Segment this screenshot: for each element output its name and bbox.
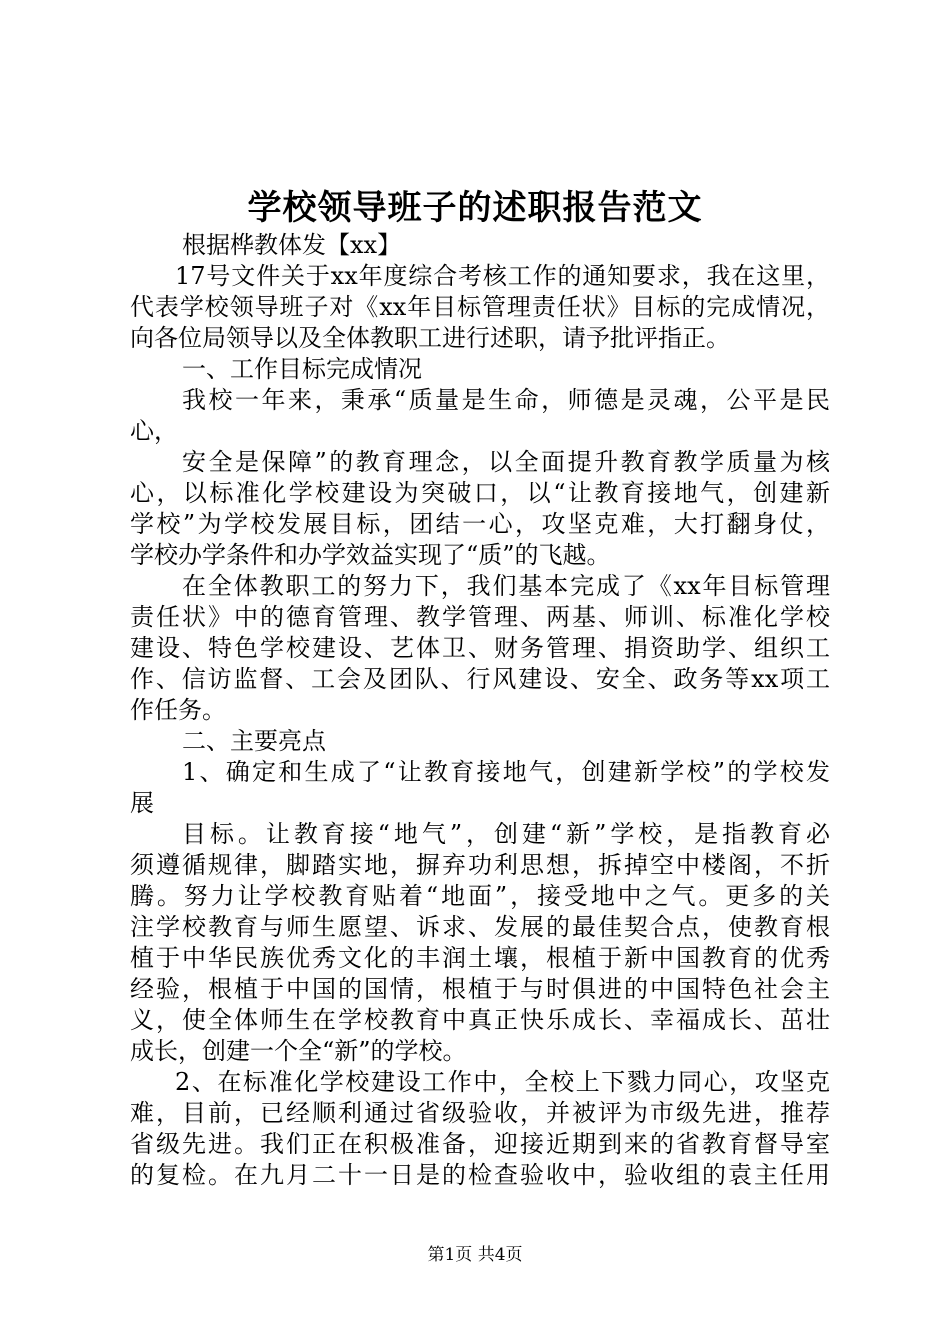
paragraph-line: 目标。让教育接“地气”，创建“新”学校，是指教育必 <box>182 820 830 848</box>
paragraph-line: 腾。努力让学校教育贴着“地面”，接受地中之气。更多的关 <box>130 882 830 910</box>
paragraph-line: 1、确定和生成了“让教育接地气，创建新学校”的学校发 <box>182 758 830 786</box>
paragraph-line: 在全体教职工的努力下，我们基本完成了《xx年目标管理 <box>182 572 830 600</box>
page-footer: 第1页 共4页 <box>427 1245 523 1265</box>
paragraph-line: 学校办学条件和办学效益实现了“质”的飞越。 <box>130 541 611 569</box>
paragraph-line: 的复检。在九月二十一日是的检查验收中，验收组的袁主任用 <box>130 1161 830 1189</box>
section-heading: 二、主要亮点 <box>182 727 326 755</box>
paragraph-line: 责任状》中的德育管理、教学管理、两基、师训、标准化学校 <box>130 603 830 631</box>
paragraph-line: 17号文件关于xx年度综合考核工作的通知要求，我在这里， <box>175 262 830 290</box>
paragraph-line: 植于中华民族优秀文化的丰润土壤，根植于新中国教育的优秀 <box>130 944 830 972</box>
paragraph-line: 作任务。 <box>130 696 226 724</box>
paragraph-line: 成长，创建一个全“新”的学校。 <box>130 1037 467 1065</box>
paragraph-line: 心，以标准化学校建设为突破口，以“让教育接地气，创建新 <box>130 479 830 507</box>
paragraph-line: 向各位局领导以及全体教职工进行述职，请予批评指正。 <box>130 324 730 352</box>
document-body <box>130 230 830 1191</box>
paragraph-line: 我校一年来，秉承“质量是生命，师德是灵魂，公平是民 <box>182 386 830 414</box>
paragraph-line: 难，目前，已经顺利通过省级验收，并被评为市级先进，推荐 <box>130 1099 830 1127</box>
paragraph-line: 展 <box>130 789 154 817</box>
paragraph-line: 义，使全体师生在学校教育中真正快乐成长、幸福成长、茁壮 <box>130 1006 830 1034</box>
document-title: 学校领导班子的述职报告范文 <box>247 188 703 228</box>
paragraph-line: 注学校教育与师生愿望、诉求、发展的最佳契合点，使教育根 <box>130 913 830 941</box>
paragraph-line: 根据桦教体发【xx】 <box>182 231 402 259</box>
section-heading: 一、工作目标完成情况 <box>182 355 422 383</box>
paragraph-line: 安全是保障”的教育理念，以全面提升教育教学质量为核 <box>182 448 830 476</box>
paragraph-line: 省级先进。我们正在积极准备，迎接近期到来的省教育督导室 <box>130 1130 830 1158</box>
paragraph-line: 2、在标准化学校建设工作中，全校上下戮力同心，攻坚克 <box>175 1068 830 1096</box>
paragraph-line: 作、信访监督、工会及团队、行风建设、安全、政务等xx项工 <box>130 665 830 693</box>
paragraph-line: 心， <box>130 417 178 445</box>
paragraph-line: 经验，根植于中国的国情，根植于与时俱进的中国特色社会主 <box>130 975 830 1003</box>
paragraph-line: 代表学校领导班子对《xx年目标管理责任状》目标的完成情况， <box>130 293 830 321</box>
paragraph-line: 须遵循规律，脚踏实地，摒弃功利思想，拆掉空中楼阁，不折 <box>130 851 830 879</box>
paragraph-line: 建设、特色学校建设、艺体卫、财务管理、捐资助学、组织工 <box>130 634 830 662</box>
paragraph-line: 学校”为学校发展目标，团结一心，攻坚克难，大打翻身仗， <box>130 510 830 538</box>
